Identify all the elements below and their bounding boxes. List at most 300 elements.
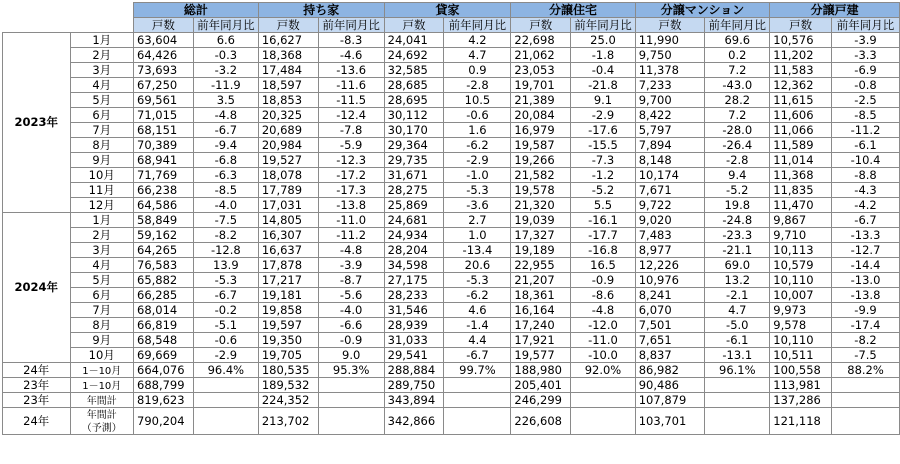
count-cell: 11,615: [770, 93, 832, 108]
summary-ratio-cell: 99.7%: [444, 363, 511, 378]
ratio-cell: -2.8: [444, 78, 511, 93]
ratio-cell: -17.3: [318, 183, 384, 198]
count-cell: 9,578: [770, 318, 832, 333]
count-cell: 9,020: [635, 213, 705, 228]
count-cell: 24,692: [384, 48, 444, 63]
count-cell: 66,238: [134, 183, 194, 198]
ratio-cell: -6.1: [832, 138, 900, 153]
ratio-cell: 16.5: [571, 258, 636, 273]
ratio-cell: -1.2: [571, 168, 636, 183]
sub-header-count: 戸数: [134, 18, 194, 33]
count-cell: 16,637: [258, 243, 318, 258]
count-cell: 70,389: [134, 138, 194, 153]
summary-count-cell: 226,608: [511, 408, 571, 435]
table-row: [3, 63, 900, 78]
month-label: 8月: [70, 138, 134, 153]
count-cell: 17,921: [511, 333, 571, 348]
ratio-cell: -3.3: [832, 48, 900, 63]
summary-row: [3, 408, 900, 435]
table-row: [3, 198, 900, 213]
category-header-condo: 分譲マンション: [635, 3, 770, 18]
count-cell: 8,241: [635, 288, 705, 303]
table-row: [3, 168, 900, 183]
category-header-total: 総計: [134, 3, 259, 18]
count-cell: 10,976: [635, 273, 705, 288]
summary-count-cell: 180,535: [258, 363, 318, 378]
ratio-cell: -24.8: [705, 213, 770, 228]
ratio-cell: -6.6: [318, 318, 384, 333]
month-label: 1月: [70, 33, 134, 48]
summary-period-label: [70, 363, 134, 378]
month-label: 10月: [70, 168, 134, 183]
ratio-cell: -6.7: [444, 348, 511, 363]
count-cell: 17,240: [511, 318, 571, 333]
count-cell: 28,695: [384, 93, 444, 108]
summary-period-text: 年間計: [86, 395, 117, 407]
summary-year-label: 23年: [3, 393, 71, 408]
summary-period-label: [70, 408, 134, 435]
summary-count-cell: 688,799: [134, 378, 194, 393]
month-label: 7月: [70, 303, 134, 318]
month-label: 5月: [70, 273, 134, 288]
ratio-cell: -8.8: [832, 168, 900, 183]
ratio-cell: -26.4: [705, 138, 770, 153]
count-cell: 16,627: [258, 33, 318, 48]
ratio-cell: -10.4: [832, 153, 900, 168]
count-cell: 17,327: [511, 228, 571, 243]
summary-year-label: 23年: [3, 378, 71, 393]
table-row: [3, 33, 900, 48]
ratio-cell: -5.1: [193, 318, 258, 333]
category-header-row: [3, 3, 900, 18]
count-cell: 10,579: [770, 258, 832, 273]
count-cell: 8,837: [635, 348, 705, 363]
table-body: [3, 33, 900, 435]
month-label: 2月: [70, 48, 134, 63]
month-label: 8月: [70, 318, 134, 333]
ratio-cell: -11.9: [193, 78, 258, 93]
summary-ratio-cell: [318, 393, 384, 408]
ratio-cell: -2.8: [705, 153, 770, 168]
ratio-cell: -8.3: [318, 33, 384, 48]
month-label: 5月: [70, 93, 134, 108]
ratio-cell: 0.2: [705, 48, 770, 63]
summary-ratio-cell: [571, 408, 636, 435]
ratio-cell: -0.6: [444, 108, 511, 123]
count-cell: 19,577: [511, 348, 571, 363]
ratio-cell: -2.9: [193, 348, 258, 363]
housing-starts-table-container: [2, 2, 900, 435]
sub-header-ratio: 前年同月比: [571, 18, 636, 33]
count-cell: 68,151: [134, 123, 194, 138]
ratio-cell: 7.2: [705, 63, 770, 78]
month-label: 6月: [70, 288, 134, 303]
month-label: 12月: [70, 198, 134, 213]
summary-period-text: 年間計: [86, 410, 117, 421]
sub-header-count: 戸数: [635, 18, 705, 33]
month-label: 3月: [70, 63, 134, 78]
count-cell: 10,174: [635, 168, 705, 183]
ratio-cell: -11.5: [318, 93, 384, 108]
ratio-cell: 69.6: [705, 33, 770, 48]
count-cell: 17,031: [258, 198, 318, 213]
blank-corner: [3, 18, 71, 33]
blank-corner: [70, 18, 134, 33]
ratio-cell: -9.9: [832, 303, 900, 318]
summary-count-cell: 100,558: [770, 363, 832, 378]
summary-ratio-cell: [705, 378, 770, 393]
month-label: 4月: [70, 258, 134, 273]
ratio-cell: -2.5: [832, 93, 900, 108]
count-cell: 7,483: [635, 228, 705, 243]
summary-ratio-cell: [318, 408, 384, 435]
count-cell: 9,867: [770, 213, 832, 228]
ratio-cell: 6.6: [193, 33, 258, 48]
ratio-cell: -21.8: [571, 78, 636, 93]
ratio-cell: -9.4: [193, 138, 258, 153]
count-cell: 20,984: [258, 138, 318, 153]
month-label: 11月: [70, 183, 134, 198]
count-cell: 67,250: [134, 78, 194, 93]
count-cell: 7,233: [635, 78, 705, 93]
count-cell: 21,207: [511, 273, 571, 288]
ratio-cell: -0.8: [832, 78, 900, 93]
count-cell: 66,819: [134, 318, 194, 333]
summary-count-cell: 343,894: [384, 393, 444, 408]
ratio-cell: -0.9: [571, 273, 636, 288]
count-cell: 22,955: [511, 258, 571, 273]
count-cell: 11,066: [770, 123, 832, 138]
ratio-cell: -12.7: [832, 243, 900, 258]
count-cell: 11,368: [770, 168, 832, 183]
summary-ratio-cell: [193, 393, 258, 408]
summary-period-note: （予測）: [81, 423, 122, 434]
ratio-cell: 28.2: [705, 93, 770, 108]
summary-count-cell: 86,982: [635, 363, 705, 378]
ratio-cell: -13.1: [705, 348, 770, 363]
count-cell: 17,878: [258, 258, 318, 273]
ratio-cell: 9.1: [571, 93, 636, 108]
count-cell: 20,689: [258, 123, 318, 138]
count-cell: 64,586: [134, 198, 194, 213]
count-cell: 31,671: [384, 168, 444, 183]
ratio-cell: 4.2: [444, 33, 511, 48]
ratio-cell: -6.9: [832, 63, 900, 78]
ratio-cell: -8.2: [193, 228, 258, 243]
sub-header-ratio: 前年同月比: [193, 18, 258, 33]
ratio-cell: -17.7: [571, 228, 636, 243]
summary-ratio-cell: [571, 393, 636, 408]
summary-ratio-cell: [444, 378, 511, 393]
count-cell: 30,170: [384, 123, 444, 138]
summary-ratio-cell: 92.0%: [571, 363, 636, 378]
summary-ratio-cell: 88.2%: [832, 363, 900, 378]
table-row: [3, 138, 900, 153]
ratio-cell: -15.5: [571, 138, 636, 153]
count-cell: 30,112: [384, 108, 444, 123]
ratio-cell: -8.5: [193, 183, 258, 198]
ratio-cell: -4.3: [832, 183, 900, 198]
month-label: 10月: [70, 348, 134, 363]
ratio-cell: -6.3: [193, 168, 258, 183]
ratio-cell: -11.2: [832, 123, 900, 138]
ratio-cell: 2.7: [444, 213, 511, 228]
count-cell: 28,275: [384, 183, 444, 198]
ratio-cell: -5.9: [318, 138, 384, 153]
summary-ratio-cell: 96.4%: [193, 363, 258, 378]
ratio-cell: 13.9: [193, 258, 258, 273]
ratio-cell: -4.8: [193, 108, 258, 123]
month-label: 9月: [70, 333, 134, 348]
sub-header-count: 戸数: [384, 18, 444, 33]
count-cell: 21,582: [511, 168, 571, 183]
summary-period-label: [70, 378, 134, 393]
summary-period-label: [70, 393, 134, 408]
category-header-for-sale: 分譲住宅: [511, 3, 635, 18]
ratio-cell: -13.8: [832, 288, 900, 303]
count-cell: 17,217: [258, 273, 318, 288]
summary-count-cell: 90,486: [635, 378, 705, 393]
ratio-cell: 9.0: [318, 348, 384, 363]
ratio-cell: -0.6: [193, 333, 258, 348]
summary-count-cell: 664,076: [134, 363, 194, 378]
summary-ratio-cell: [444, 393, 511, 408]
count-cell: 6,070: [635, 303, 705, 318]
count-cell: 19,189: [511, 243, 571, 258]
ratio-cell: -5.3: [193, 273, 258, 288]
ratio-cell: 4.7: [444, 48, 511, 63]
count-cell: 10,110: [770, 273, 832, 288]
count-cell: 16,164: [511, 303, 571, 318]
ratio-cell: -13.4: [444, 243, 511, 258]
count-cell: 23,053: [511, 63, 571, 78]
ratio-cell: -1.8: [571, 48, 636, 63]
count-cell: 19,701: [511, 78, 571, 93]
summary-count-cell: 819,623: [134, 393, 194, 408]
count-cell: 21,062: [511, 48, 571, 63]
ratio-cell: 1.6: [444, 123, 511, 138]
sub-header-ratio: 前年同月比: [832, 18, 900, 33]
ratio-cell: 19.8: [705, 198, 770, 213]
count-cell: 10,576: [770, 33, 832, 48]
ratio-cell: -5.3: [444, 273, 511, 288]
ratio-cell: -28.0: [705, 123, 770, 138]
table-row: [3, 288, 900, 303]
summary-ratio-cell: [832, 378, 900, 393]
summary-ratio-cell: 96.1%: [705, 363, 770, 378]
summary-period-text: 1－10月: [82, 380, 122, 392]
count-cell: 18,078: [258, 168, 318, 183]
ratio-cell: -5.0: [705, 318, 770, 333]
count-cell: 69,669: [134, 348, 194, 363]
count-cell: 71,015: [134, 108, 194, 123]
count-cell: 17,789: [258, 183, 318, 198]
count-cell: 68,014: [134, 303, 194, 318]
table-row: [3, 303, 900, 318]
ratio-cell: -21.1: [705, 243, 770, 258]
count-cell: 7,501: [635, 318, 705, 333]
count-cell: 18,853: [258, 93, 318, 108]
ratio-cell: 9.4: [705, 168, 770, 183]
count-cell: 8,977: [635, 243, 705, 258]
ratio-cell: 69.0: [705, 258, 770, 273]
count-cell: 7,651: [635, 333, 705, 348]
table-row: [3, 348, 900, 363]
count-cell: 18,368: [258, 48, 318, 63]
count-cell: 31,546: [384, 303, 444, 318]
count-cell: 24,041: [384, 33, 444, 48]
ratio-cell: -17.4: [832, 318, 900, 333]
summary-ratio-cell: [193, 408, 258, 435]
count-cell: 7,671: [635, 183, 705, 198]
ratio-cell: 4.4: [444, 333, 511, 348]
summary-row: [3, 363, 900, 378]
summary-count-cell: 137,286: [770, 393, 832, 408]
summary-count-cell: 790,204: [134, 408, 194, 435]
ratio-cell: -2.1: [705, 288, 770, 303]
table-row: [3, 183, 900, 198]
ratio-cell: -23.3: [705, 228, 770, 243]
ratio-cell: 4.6: [444, 303, 511, 318]
ratio-cell: 4.7: [705, 303, 770, 318]
year-label: 2024年: [3, 213, 71, 363]
ratio-cell: -6.7: [193, 288, 258, 303]
count-cell: 31,033: [384, 333, 444, 348]
summary-ratio-cell: [832, 408, 900, 435]
count-cell: 14,805: [258, 213, 318, 228]
month-label: 6月: [70, 108, 134, 123]
count-cell: 73,693: [134, 63, 194, 78]
count-cell: 19,597: [258, 318, 318, 333]
summary-count-cell: 246,299: [511, 393, 571, 408]
ratio-cell: -7.8: [318, 123, 384, 138]
ratio-cell: -5.2: [705, 183, 770, 198]
table-row: [3, 153, 900, 168]
count-cell: 27,175: [384, 273, 444, 288]
table-row: [3, 108, 900, 123]
month-label: 1月: [70, 213, 134, 228]
count-cell: 19,181: [258, 288, 318, 303]
table-row: [3, 258, 900, 273]
ratio-cell: 13.2: [705, 273, 770, 288]
count-cell: 11,202: [770, 48, 832, 63]
summary-count-cell: 107,879: [635, 393, 705, 408]
ratio-cell: 5.5: [571, 198, 636, 213]
count-cell: 63,604: [134, 33, 194, 48]
count-cell: 65,882: [134, 273, 194, 288]
ratio-cell: -3.6: [444, 198, 511, 213]
summary-year-label: 24年: [3, 363, 71, 378]
count-cell: 9,710: [770, 228, 832, 243]
count-cell: 8,422: [635, 108, 705, 123]
ratio-cell: -1.0: [444, 168, 511, 183]
ratio-cell: -6.7: [832, 213, 900, 228]
count-cell: 58,849: [134, 213, 194, 228]
count-cell: 21,389: [511, 93, 571, 108]
ratio-cell: -43.0: [705, 78, 770, 93]
count-cell: 18,361: [511, 288, 571, 303]
blank-corner: [3, 3, 71, 18]
ratio-cell: -13.6: [318, 63, 384, 78]
ratio-cell: 1.0: [444, 228, 511, 243]
ratio-cell: -11.0: [318, 213, 384, 228]
count-cell: 68,941: [134, 153, 194, 168]
count-cell: 21,320: [511, 198, 571, 213]
count-cell: 28,685: [384, 78, 444, 93]
ratio-cell: -11.0: [571, 333, 636, 348]
housing-starts-table: [2, 2, 900, 435]
month-label: 2月: [70, 228, 134, 243]
count-cell: 11,606: [770, 108, 832, 123]
ratio-cell: 25.0: [571, 33, 636, 48]
ratio-cell: -5.6: [318, 288, 384, 303]
count-cell: 5,797: [635, 123, 705, 138]
count-cell: 9,750: [635, 48, 705, 63]
ratio-cell: -6.7: [193, 123, 258, 138]
count-cell: 28,233: [384, 288, 444, 303]
ratio-cell: -12.8: [193, 243, 258, 258]
count-cell: 12,362: [770, 78, 832, 93]
summary-ratio-cell: [193, 378, 258, 393]
count-cell: 34,598: [384, 258, 444, 273]
count-cell: 16,307: [258, 228, 318, 243]
ratio-cell: -4.8: [571, 303, 636, 318]
ratio-cell: -4.8: [318, 243, 384, 258]
count-cell: 29,364: [384, 138, 444, 153]
ratio-cell: 10.5: [444, 93, 511, 108]
count-cell: 12,226: [635, 258, 705, 273]
count-cell: 19,266: [511, 153, 571, 168]
ratio-cell: -6.1: [705, 333, 770, 348]
ratio-cell: -8.2: [832, 333, 900, 348]
count-cell: 19,039: [511, 213, 571, 228]
count-cell: 11,470: [770, 198, 832, 213]
count-cell: 9,973: [770, 303, 832, 318]
count-cell: 64,426: [134, 48, 194, 63]
table-row: [3, 228, 900, 243]
sub-header-count: 戸数: [770, 18, 832, 33]
ratio-cell: -13.0: [832, 273, 900, 288]
count-cell: 71,769: [134, 168, 194, 183]
ratio-cell: 3.5: [193, 93, 258, 108]
count-cell: 19,578: [511, 183, 571, 198]
ratio-cell: -6.2: [444, 288, 511, 303]
ratio-cell: -13.3: [832, 228, 900, 243]
count-cell: 10,113: [770, 243, 832, 258]
count-cell: 11,378: [635, 63, 705, 78]
count-cell: 25,869: [384, 198, 444, 213]
count-cell: 18,597: [258, 78, 318, 93]
ratio-cell: -16.8: [571, 243, 636, 258]
sub-header-count: 戸数: [258, 18, 318, 33]
table-row: [3, 123, 900, 138]
summary-ratio-cell: [571, 378, 636, 393]
table-row: [3, 48, 900, 63]
count-cell: 19,705: [258, 348, 318, 363]
count-cell: 22,698: [511, 33, 571, 48]
ratio-cell: -7.5: [832, 348, 900, 363]
count-cell: 10,511: [770, 348, 832, 363]
count-cell: 28,939: [384, 318, 444, 333]
ratio-cell: -17.6: [571, 123, 636, 138]
count-cell: 24,934: [384, 228, 444, 243]
summary-count-cell: 213,702: [258, 408, 318, 435]
count-cell: 11,835: [770, 183, 832, 198]
table-row: [3, 93, 900, 108]
ratio-cell: -2.9: [444, 153, 511, 168]
summary-row: [3, 378, 900, 393]
ratio-cell: -13.8: [318, 198, 384, 213]
